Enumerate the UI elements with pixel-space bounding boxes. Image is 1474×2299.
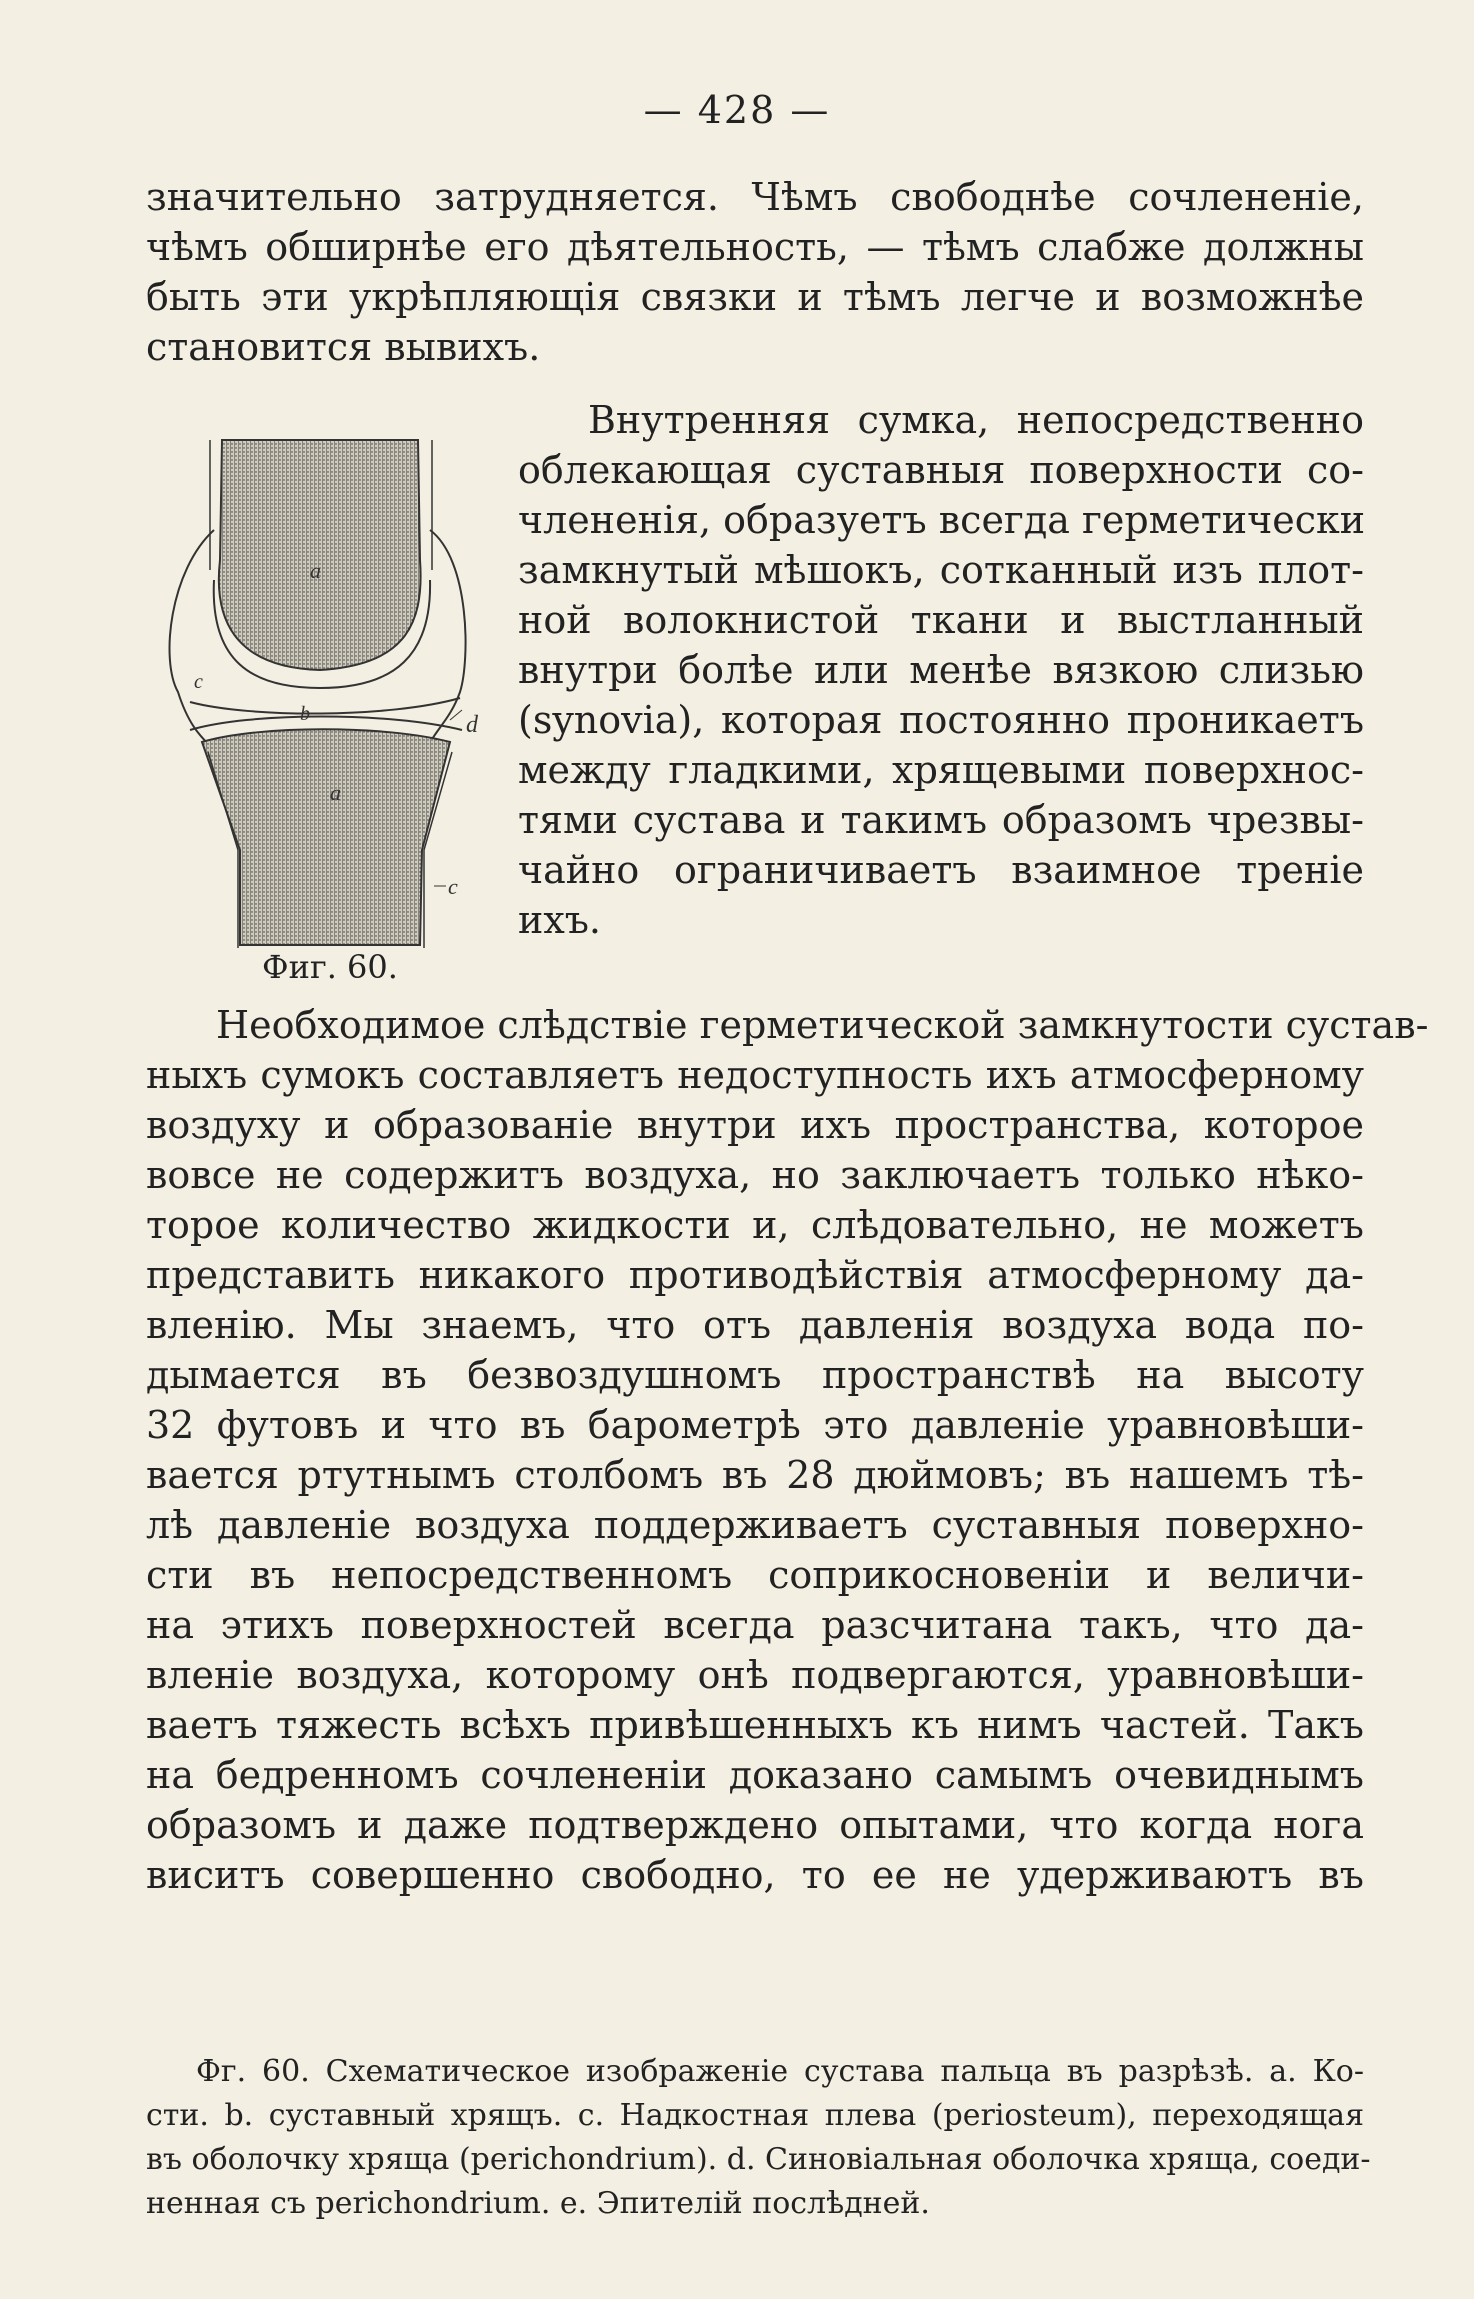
text-line: чайно ограничиваетъ взаимное треніе	[518, 848, 1364, 892]
text-line: виситъ совершенно свободно, то ее не удерживаютъ въ	[146, 1853, 1364, 1897]
text-line: быть эти укрѣпляющія связки и тѣмъ легче и возможнѣе	[146, 275, 1364, 319]
text-line: чѣмъ обширнѣе его дѣятельность, — тѣмъ слабже должны	[146, 225, 1364, 269]
text-line: сти въ непосредственномъ соприкосновеніи и величи-	[146, 1553, 1364, 1597]
text-line: на этихъ поверхностей всегда разсчитана такъ, что да-	[146, 1603, 1364, 1647]
text-line: Необходимое слѣдствіе герметической замкнутости сустав-	[216, 1003, 1429, 1047]
text-line: тями сустава и такимъ образомъ чрезвы-	[518, 798, 1364, 842]
figure-60	[150, 430, 510, 990]
footnote-line: Фг. 60. Схематическое изображеніе сустава пальца въ разрѣзѣ. a. Ко-	[196, 2054, 1364, 2089]
text-line: лѣ давленіе воздуха поддерживаетъ суставныя поверхно-	[146, 1503, 1364, 1547]
text-line: внутри болѣе или менѣе вязкою слизью	[518, 648, 1364, 692]
page-number: — 428 —	[643, 88, 831, 132]
text-line: на бедренномъ сочлененіи доказано самымъ очевиднымъ	[146, 1753, 1364, 1797]
joint-space	[190, 698, 460, 714]
text-line: представить никакого противодѣйствія атмосферному да-	[146, 1253, 1364, 1297]
text-line: вовсе не содержитъ воздуха, но заключаетъ только нѣко-	[146, 1153, 1364, 1197]
top-paragraph	[146, 172, 1364, 372]
text-line: вленію. Мы знаемъ, что отъ давленія воздуха вода по-	[146, 1303, 1364, 1347]
text-line: между гладкими, хрящевыми поверхнос-	[518, 748, 1364, 792]
upper-bone	[219, 440, 421, 670]
joint-diagram	[150, 430, 510, 950]
main-paragraph	[146, 1000, 1429, 1900]
label-c-bottom: c	[448, 874, 458, 899]
label-a-top: a	[310, 558, 321, 583]
text-line: ихъ.	[518, 898, 602, 942]
text-line: ваетъ тяжесть всѣхъ привѣшенныхъ къ нимъ частей. Такъ	[146, 1703, 1364, 1747]
text-line: воздуху и образованіе внутри ихъ пространства, которое	[146, 1103, 1364, 1147]
text-line: (synovia), которая постоянно проникаетъ	[518, 698, 1364, 742]
capsule-left	[170, 530, 214, 750]
text-line: 32 футовъ и что въ барометрѣ это давленіе уравновѣши-	[146, 1403, 1364, 1447]
label-a-bottom: a	[330, 780, 341, 805]
text-line: дымается въ безвоздушномъ пространствѣ на высоту	[146, 1353, 1364, 1397]
wrapped-paragraph	[518, 395, 1364, 945]
footnote-line: сти. b. суставный хрящъ. c. Надкостная плева (periosteum), переходящая	[146, 2098, 1364, 2133]
text-line: вленіе воздуха, которому онѣ подвергаются, уравновѣши-	[146, 1653, 1364, 1697]
label-c-left: c	[194, 671, 203, 693]
text-line: облекающая суставныя поверхности со-	[518, 448, 1364, 492]
text-line: ныхъ сумокъ составляетъ недоступность ихъ атмосферному	[146, 1053, 1364, 1097]
text-line: Внутренняя сумка, непосредственно	[588, 398, 1364, 442]
text-line: образомъ и даже подтверждено опытами, что когда нога	[146, 1803, 1364, 1847]
lower-bone	[202, 729, 450, 945]
label-d: d	[466, 712, 478, 738]
footnote	[146, 2050, 1371, 2226]
text-line: члененія, образуетъ всегда герметически	[518, 498, 1366, 542]
text-line: становится вывихъ.	[146, 325, 541, 369]
lower-cartilage	[190, 717, 462, 731]
text-line: вается ртутнымъ столбомъ въ 28 дюймовъ; въ нашемъ тѣ-	[146, 1453, 1364, 1497]
footnote-line: въ оболочку хряща (perichondrium). d. Синовіальная оболочка хряща, соеди-	[146, 2142, 1371, 2177]
text-line: значительно затрудняется. Чѣмъ свободнѣе сочлененіе,	[146, 175, 1364, 219]
label-b: b	[300, 703, 310, 725]
figure-caption: Фиг. 60.	[262, 948, 398, 986]
text-line: торое количество жидкости и, слѣдовательно, не можетъ	[146, 1203, 1364, 1247]
text-line: замкнутый мѣшокъ, сотканный изъ плот-	[518, 548, 1364, 592]
text-line: ной волокнистой ткани и выстланный	[518, 598, 1364, 642]
footnote-line: ненная съ perichondrium. e. Эпителій послѣдней.	[146, 2186, 930, 2221]
